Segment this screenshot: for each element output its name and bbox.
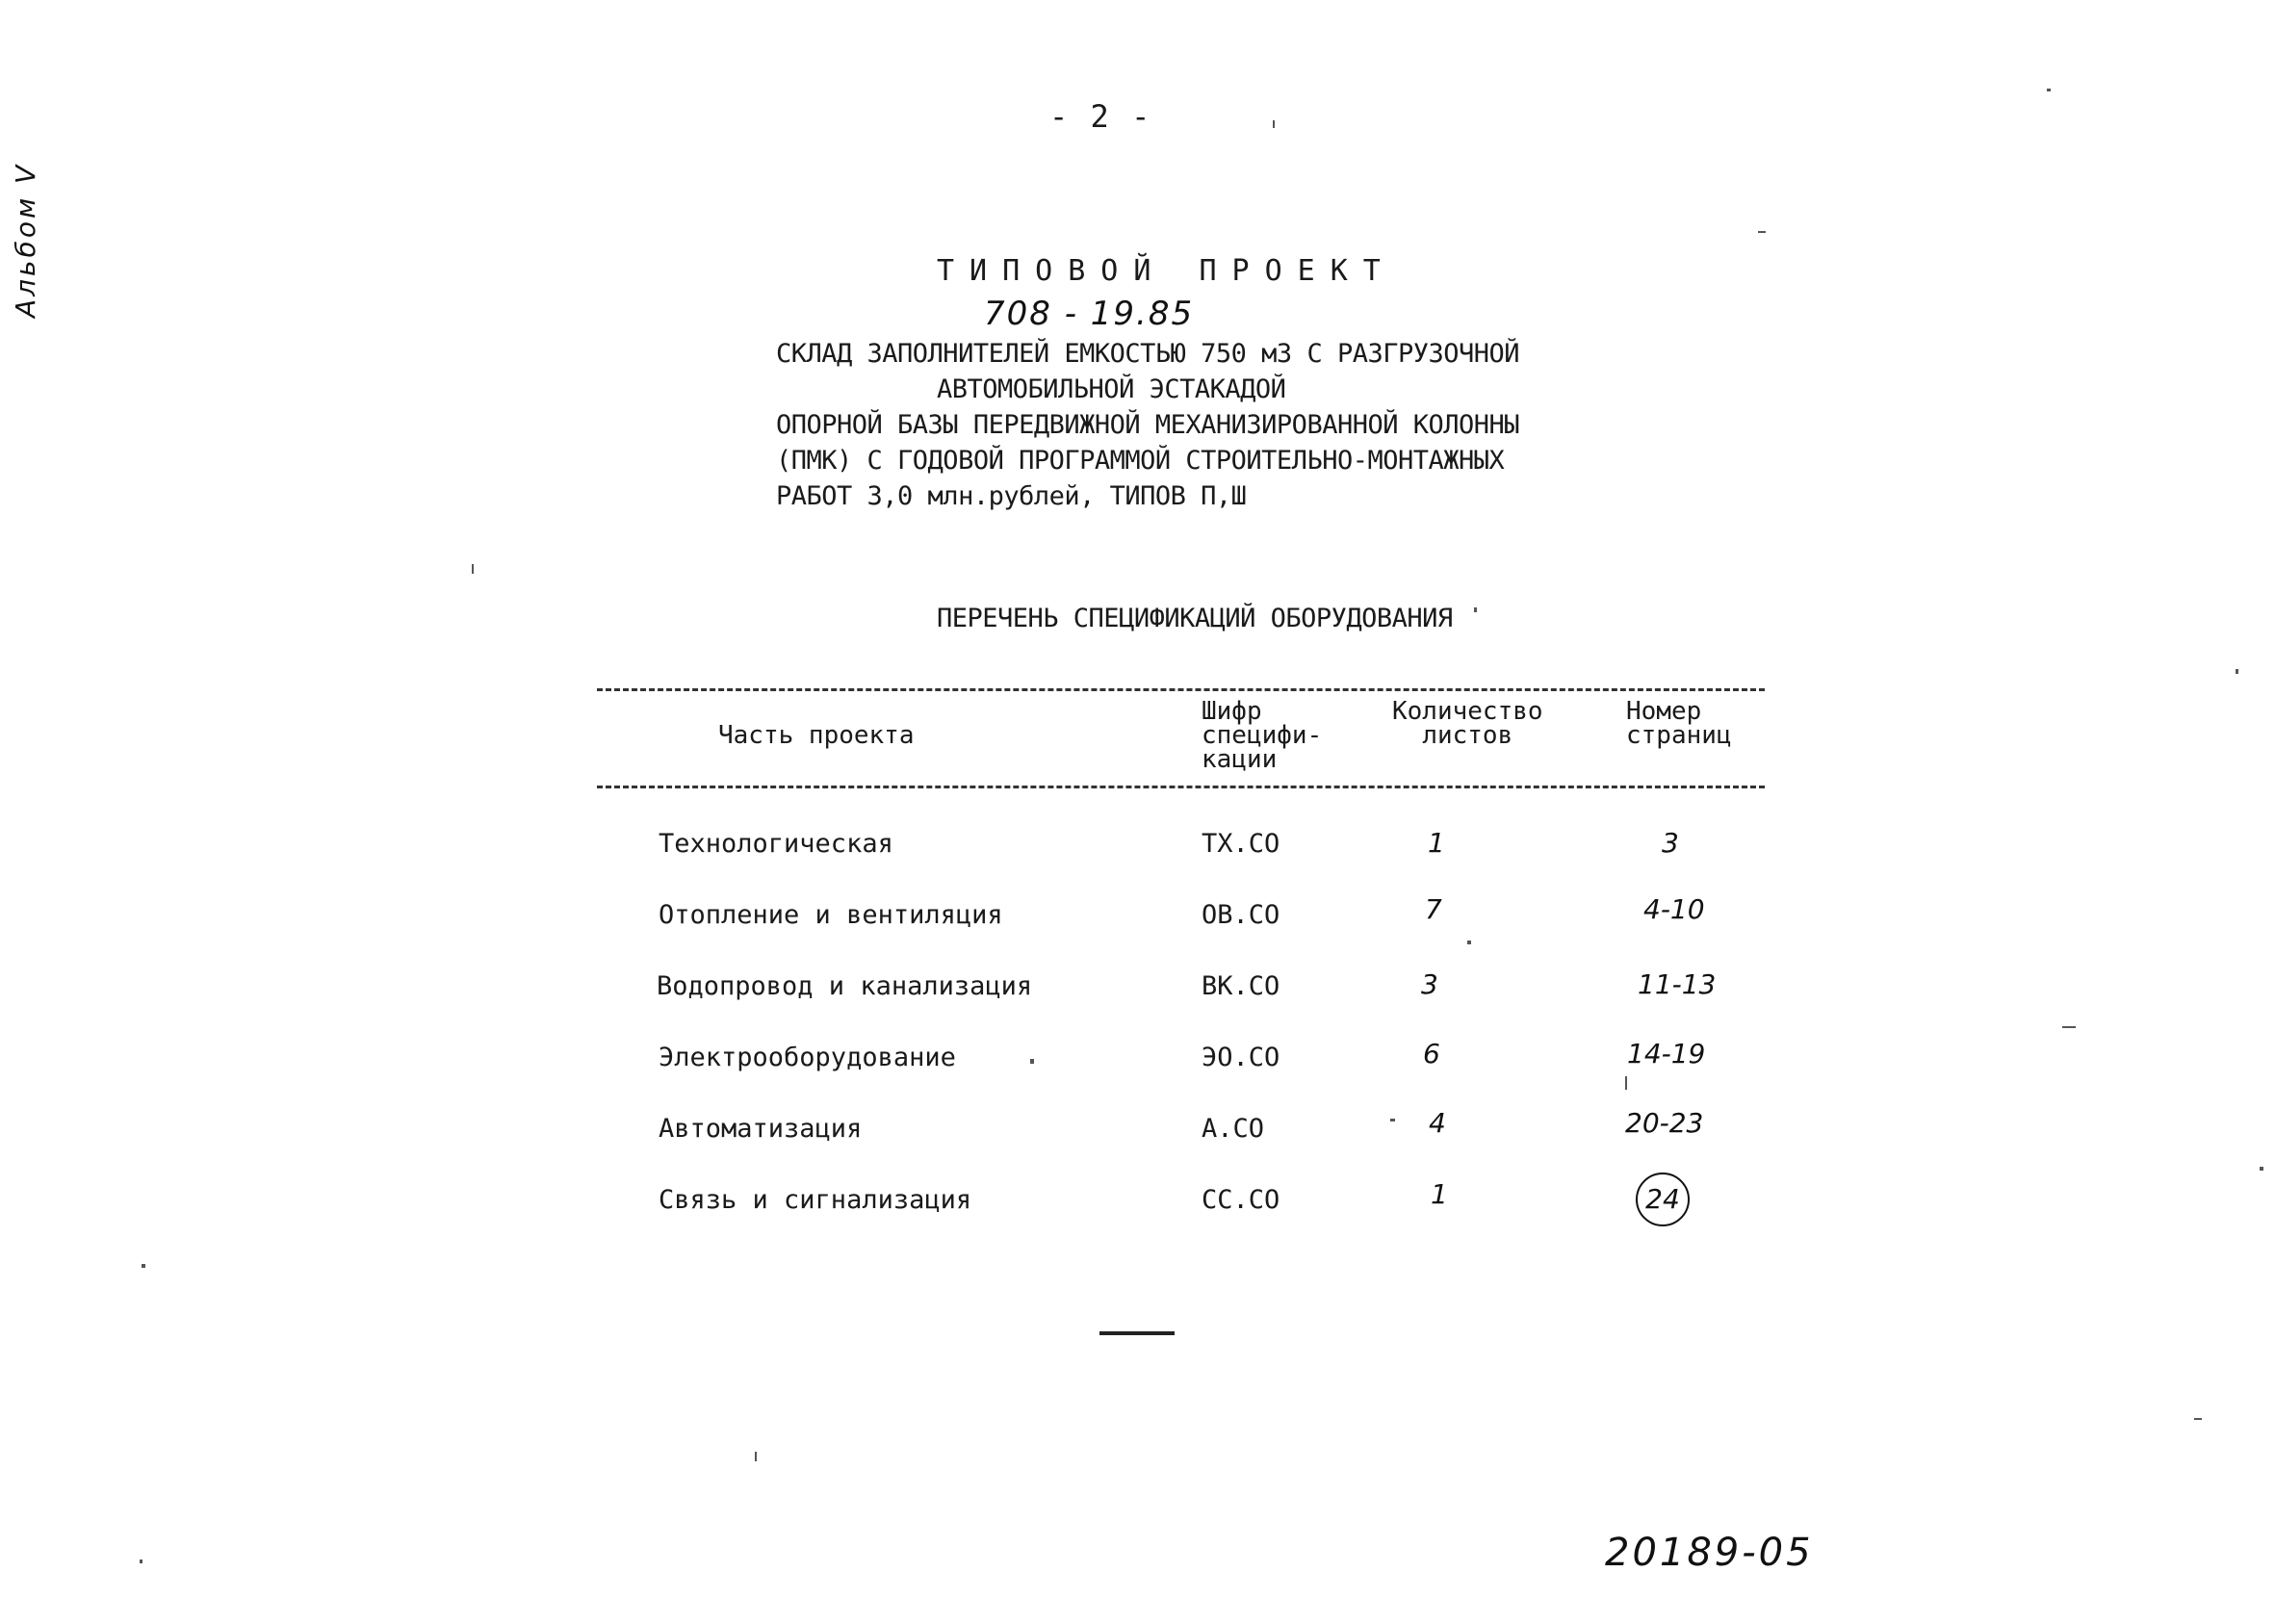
header-code: [1202, 697, 1323, 774]
table-row-4-sheets: 6: [1423, 1038, 1440, 1070]
table-row-4-code: ЭО.СО: [1202, 1043, 1280, 1072]
table-row-1-pages: 3: [1662, 827, 1679, 859]
page-number: - 2 -: [1049, 98, 1152, 135]
header-part: Часть проекта: [718, 721, 915, 750]
header-pages-line-2: страниц: [1626, 721, 1732, 750]
header-sheets-line-1: Количество: [1392, 697, 1543, 726]
table-row-2-code: ОВ.СО: [1202, 900, 1280, 930]
table-row-2-part: Отопление и вентиляция: [659, 900, 1003, 930]
scan-speck: [142, 1264, 145, 1268]
table-row-1-sheets: 1: [1428, 827, 1445, 859]
scan-speck: [1474, 607, 1477, 612]
table-row-3-sheets: 3: [1421, 968, 1438, 1000]
table-row-6-part: Связь и сигнализация: [659, 1185, 972, 1215]
document-type-heading: ТИПОВОЙ ПРОЕКТ: [937, 254, 1396, 288]
table-top-rule: [597, 688, 1765, 691]
table-row-4-part: Электрооборудование: [659, 1043, 956, 1072]
scan-speck: [1390, 1119, 1395, 1121]
table-row-5-sheets: 4: [1429, 1107, 1446, 1139]
scan-speck: [1030, 1059, 1034, 1064]
table-row-5-pages: 20-23: [1625, 1107, 1704, 1139]
project-code: 708 - 19.85: [984, 295, 1195, 333]
header-code-line-1: Шифр: [1202, 697, 1262, 726]
table-row-2-sheets: 7: [1425, 893, 1442, 925]
scan-speck: [755, 1452, 757, 1461]
table-row-5-code: А.СО: [1202, 1114, 1265, 1144]
table-row-6-code: СС.СО: [1202, 1185, 1280, 1215]
end-of-list-rule: [1099, 1331, 1175, 1335]
title-line-5: РАБОТ 3,0 млн.рублей, ТИПОВ П,Ш: [776, 481, 1247, 511]
scan-speck: [2047, 89, 2051, 91]
scan-speck: [472, 564, 474, 574]
scan-speck: [140, 1560, 142, 1563]
album-label: Альбом V: [10, 162, 41, 318]
table-row-1-code: ТХ.СО: [1202, 829, 1280, 859]
title-line-2: АВТОМОБИЛЬНОЙ ЭСТАКАДОЙ: [937, 374, 1286, 404]
archive-number: 20189-05: [1605, 1531, 1814, 1575]
table-row-3-part: Водопровод и канализация: [657, 971, 1033, 1001]
scan-speck: [2260, 1167, 2263, 1171]
title-line-3: ОПОРНОЙ БАЗЫ ПЕРЕДВИЖНОЙ МЕХАНИЗИРОВАННОЙ КОЛОННЫ: [776, 410, 1520, 440]
header-pages-line-1: Номер: [1626, 697, 1702, 726]
title-line-4: (ПМК) С ГОДОВОЙ ПРОГРАММОЙ СТРОИТЕЛЬНО-МОНТАЖНЫХ: [776, 446, 1505, 476]
table-header-rule: [597, 786, 1765, 788]
header-pages: [1626, 697, 1732, 750]
table-row-2-pages: 4-10: [1643, 893, 1705, 925]
header-code-line-3: кации: [1202, 745, 1278, 774]
header-sheets-line-2: листов: [1422, 721, 1513, 750]
scan-speck: [2236, 669, 2238, 674]
scan-speck: [1758, 231, 1766, 233]
table-row-5-part: Автоматизация: [659, 1114, 863, 1144]
title-line-1: СКЛАД ЗАПОЛНИТЕЛЕЙ ЕМКОСТЬЮ 750 м3 С РАЗГРУЗОЧНОЙ: [776, 339, 1520, 369]
header-sheets: [1392, 697, 1543, 750]
circled-page-number: 24: [1636, 1173, 1690, 1226]
table-row-3-code: ВК.СО: [1202, 971, 1280, 1001]
section-heading: ПЕРЕЧЕНЬ СПЕЦИФИКАЦИЙ ОБОРУДОВАНИЯ: [937, 604, 1453, 633]
table-row-1-part: Технологическая: [659, 829, 893, 859]
scan-speck: [2062, 1026, 2076, 1028]
scan-speck: [1625, 1076, 1627, 1090]
table-row-6-pages: [1636, 1173, 1690, 1226]
header-code-line-2: специфи-: [1202, 721, 1323, 750]
scan-speck: [1467, 941, 1471, 944]
scan-speck: [2194, 1418, 2202, 1420]
table-row-3-pages: 11-13: [1638, 968, 1717, 1000]
table-row-6-sheets: 1: [1431, 1178, 1448, 1210]
table-row-4-pages: 14-19: [1627, 1038, 1706, 1070]
scan-speck: [1273, 120, 1275, 128]
